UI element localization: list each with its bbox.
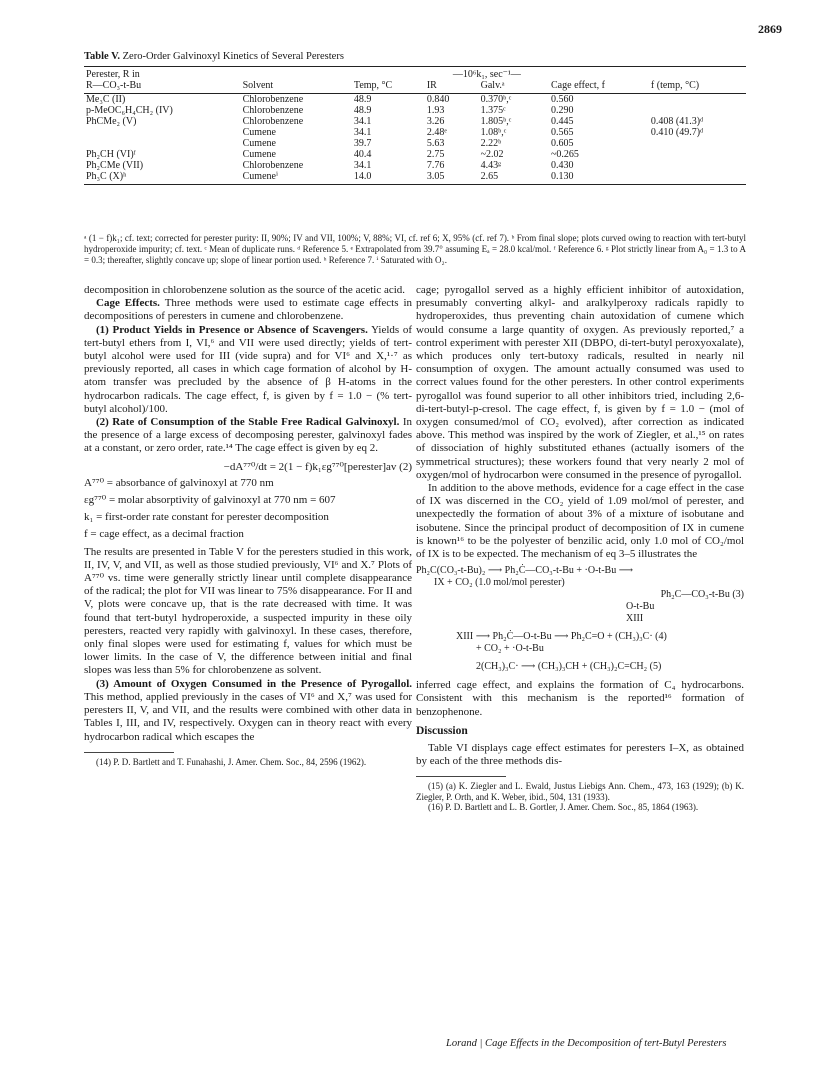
table-cell-perester: Me₃C (II) [86,94,126,105]
definition: εg⁷⁷⁰ = molar absorptivity of galvinoxyl at 770 nm = 607 [84,494,336,507]
table-cell-temp: 40.4 [353,149,372,160]
table-cell-perester [84,127,241,138]
table-cell-solvent: Cumene [242,127,276,138]
table-cell-solvent: Cumene [242,149,276,160]
table-cell-galv: 1.375ᶜ [480,105,506,116]
reaction-scheme: Ph₂C(CO₃-t-Bu)₂ ⟶ Ph₂Ċ—CO₃-t-Bu + ·O-t-Bu ⟶ IX + CO₂ (1.0 mol/mol perester) Ph₂C—CO₃-t-Bu (3) O-t-Bu XIII XIII ⟶ Ph₂Ċ—O-t-Bu ⟶ Ph₂C=O + (CH₃)₃C· (4) + CO₂ + ·O-t-Bu 2(CH₃)₃C· ⟶ (CH₃)₃CH + (CH₃)₂C=CH₂ (5) [416,565,744,673]
table-footnote: ᵃ (1 − f)k₁; cf. text; corrected for perester purity: II, 90%; IV and VII, 100%; V, 88%; VI, cf. ref 6; X, 95% (cf. ref 7). ᵇ From final slope; plots curved owing to reaction with tert-butyl hydroperoxide impurity; cf. text. ᶜ Mean of duplicate runs. ᵈ Reference 5. ᵉ Extrapolated from 39.7° assuming Eₐ = 28.0 kcal/mol. ᶠ Reference 6. ᵍ Plot strictly linear from A₀ = 1.3 to A = 0.3; thereafter, slightly concave up; slope of linear portion used. ʰ Reference 7. ⁱ Saturated with O₂. [84,233,746,265]
table-cell-temp: 14.0 [353,171,372,182]
header-k1: —10⁶k₁, sec⁻¹— [452,69,521,80]
table-row [84,127,746,138]
table-caption [84,51,344,62]
table-cell-solvent: Cumeneⁱ [242,171,278,182]
header-perester: Perester, R in [86,69,140,80]
table-cell-solvent: Chlorobenzene [242,160,304,171]
reference-16: (16) P. D. Bartlett and L. B. Gortler, J. Amer. Chem. Soc., 85, 1864 (1963). [428,802,699,813]
definition: A⁷⁷⁰ = absorbance of galvinoxyl at 770 nm [84,476,274,489]
definition: f = cage effect, as a decimal fraction [84,528,244,541]
table-cell-temp: 34.1 [353,127,372,138]
table-cell-galv: 2.65 [480,171,499,182]
table-cell-perester: p-MeOC₆H₄CH₂ (IV) [86,105,173,116]
table-row [84,138,746,149]
table-cell-ftemp [649,138,746,149]
table-cell-ir: 5.63 [426,138,445,149]
table-cell-temp: 48.9 [353,105,372,116]
table-cell-ir: 7.76 [426,160,445,171]
table-cell-galv: 0.370ᵇ,ᶜ [480,94,512,105]
table-cell-cage: 0.445 [551,116,574,127]
table-cell-ftemp [649,105,746,116]
table-cell-galv: 2.22ᵇ [480,138,502,149]
table-cell-solvent: Chlorobenzene [242,105,304,116]
reference-15: (15) (a) K. Ziegler and L. Ewald, Justus Liebigs Ann. Chem., 473, 163 (1929); (b) K. Ziegler, P. Orth, and K. Weber, ibid., 504, 131 (1933). [416,781,744,802]
table-cell-temp: 34.1 [353,160,372,171]
table-cell-cage: 0.430 [551,160,574,171]
table-cell-ftemp [649,94,746,106]
table-row [84,94,746,106]
table-row [84,149,746,160]
table-label: Table V. [84,51,120,62]
page-number: 2869 [758,22,782,36]
equation-2: −dA⁷⁷⁰/dt = 2(1 − f)k₁εg⁷⁷⁰[perester]av (2) [223,460,412,473]
paragraph: The results are presented in Table V for the peresters studied in this work, II, IV, V, and VII, as well as those studied previously, VI⁶ and X.⁷ Plots of A⁷⁷⁰ vs. time were generally strictly linear until complete disappearance of the radical; the plot for VII was linear to 75% disappearance. For II and V, plots were concave up, that is the rate decreased with time. It was found that tert-butyl hydroperoxide, a suspected impurity in these oily peresters, reacted very rapidly with galvinoxyl. In these cases, therefore, only final slopes were used for estimating f, values for which must be lower limits. In the case of V, the difference between initial and final slopes was less than 5% for chlorobenzene as solvent. [84,545,412,677]
table-cell-galv: 1.08ᵇ,ᶜ [480,127,507,138]
header-temp: Temp, °C [353,80,393,91]
table-cell-ir: 3.26 [426,116,445,127]
table-cell-ftemp [649,160,746,171]
header-perester-formula: R—CO₃-t-Bu [86,80,142,91]
running-footer: Lorand | Cage Effects in the Decomposition of tert-Butyl Peresters [446,1038,727,1049]
table-cell-galv: ~2.02 [480,149,504,160]
paragraph: In addition to the above methods, evidence for a cage effect in the case of IX was discerned in the CO₂ yield of 1.09 mol/mol of perester, and unexpectedly the formation of about 3% of a mixture of isobutane and isobutene. Since the principal product of decomposition of IX in cumene is known¹⁶ to be the polyester of benzilic acid, only 1.0 mol of CO₂/mol of IX is to be expected. The mechanism of eq 3–5 illustrates the [416,482,744,561]
table-header-row-2 [84,80,746,91]
table-cell-perester: Ph₂CMe (VII) [86,160,144,171]
paragraph: inferred cage effect, and explains the formation of C₄ hydrocarbons. Consistent with this mechanism is the reported¹⁶ formation of benzophenone. [416,679,744,718]
header-ftemp: f (temp, °C) [650,80,700,91]
table-cell-cage: 0.565 [551,127,574,138]
table-cell-galv: 4.43ᵍ [480,160,502,171]
table-cell-perester [84,138,241,149]
header-galv: Galv.ᵃ [480,80,505,91]
paragraph: (3) Amount of Oxygen Consumed in the Presence of Pyrogallol. This method, applied previously in the cases of VI⁶ and X,⁷ was used for peresters II, V, and VII, and the results were combined with other data in Tables I, III, and IV, respectively. Oxygen can in theory react with every hydrocarbon radical which escapes the [84,677,412,743]
table-cell-temp: 39.7 [353,138,372,149]
table-cell-cage: 0.130 [551,171,574,182]
table-title: Zero-Order Galvinoxyl Kinetics of Several Peresters [122,51,344,62]
table-row [84,105,746,116]
table-cell-temp: 34.1 [353,116,372,127]
table-cell-ftemp [649,149,746,160]
table-cell-ir: 1.93 [426,105,445,116]
table-cell-cage: 0.290 [551,105,574,116]
table-cell-ir: 2.75 [426,149,445,160]
paragraph: Cage Effects. Three methods were used to estimate cage effects in decompositions of peresters in cumene and chlorobenzene. [84,297,413,323]
table-cell-solvent: Chlorobenzene [242,94,304,105]
table-cell-ir: 2.48ᵉ [426,127,447,138]
data-table [84,66,746,185]
section-heading: Discussion [416,724,468,737]
table-cell-ftemp: 0.410 (49.7)ᵈ [650,127,704,138]
table-row [84,171,746,182]
table-cell-ir: 3.05 [426,171,445,182]
paragraph: decomposition in chlorobenzene solution as the source of the acetic acid. [84,284,406,296]
table-cell-ir: 0.840 [426,94,450,105]
paragraph: cage; pyrogallol served as a highly efficient inhibitor of autoxidation, presumably converting alkyl- and aralkylperoxy radicals rapidly to hydroperoxides, thus preventing chain autoxidation of cumene which would consume a large quantity of oxygen. As previously reported,⁷ a control experiment with perester XII (DBPO, di-tert-butyl peroxyoxalate), which produces only tert-butoxy radicals, resulted in nearly nil consumption of oxygen. The amount actually consumed was used to correct values found for the other peresters. In other control experiments pyrogallol was found superior to all other inhibitors tried, including 2,6-di-tert-butyl-p-cresol. The cage effect, f, is given by f = 1.0 − (mol of oxygen consumed/mol of CO₂ evolved), after correction as indicated above. This method was inspired by the work of Ziegler, et al.,¹⁵ on rates of dissociation of highly substituted ethanes (actually isomers of the symmetrical structures); these workers found that very nearly 2 mol of oxygen/mol of hydrocarbon were consumed in the presence of pyrogallol. [416,284,744,481]
table-cell-cage: 0.560 [551,94,574,105]
table-cell-perester: Ph₃C (X)ʰ [86,171,127,182]
paragraph: (1) Product Yields in Presence or Absence of Scavengers. Yields of tert-butyl ethers from I, VI,⁶ and VII were used directly; yields of tert-butyl alcohol were used for III (vide supra) and for VI⁶ and X,¹·⁷ as previously reported, all cases in which cage formation of alcohol by H-atom transfer was precluded by the absence of β H-atoms in the hydrocarbon radicals. The cage effect, f, is given by f = 1.0 − (% tert-butyl alcohol)/100. [84,323,412,415]
table-cell-cage: ~0.265 [551,149,579,160]
table-row [84,160,746,171]
table-cell-ftemp [649,171,746,182]
header-ir: IR [426,80,437,91]
table-header-row [84,67,746,80]
table-cell-solvent: Cumene [242,138,276,149]
table-cell-temp: 48.9 [353,94,372,105]
table-cell-solvent: Chlorobenzene [242,116,304,127]
table-cell-perester: PhCMe₂ (V) [86,116,137,127]
table-cell-perester: Ph₂CH (VI)ᶠ [86,149,136,160]
definition: k₁ = first-order rate constant for perester decomposition [84,511,329,524]
table-cell-ftemp: 0.408 (41.3)ᵈ [650,116,704,127]
table-cell-cage: 0.605 [551,138,574,149]
right-column [416,284,744,813]
table-row [84,116,746,127]
left-column [84,284,412,767]
table-cell-galv: 1.805ᵇ,ᶜ [480,116,512,127]
header-cage: Cage effect, f [551,80,605,91]
header-solvent: Solvent [242,80,274,91]
paragraph: Table VI displays cage effect estimates for peresters I–X, as obtained by each of the three methods dis- [416,742,744,768]
paragraph: (2) Rate of Consumption of the Stable Free Radical Galvinoxyl. In the presence of a large excess of decomposing perester, galvinoxyl fades at a constant, or zero order, rate.¹⁴ The cage effect is given by eq 2. [84,416,412,455]
reference-14: (14) P. D. Bartlett and T. Funahashi, J. Amer. Chem. Soc., 84, 2596 (1962). [96,756,367,767]
